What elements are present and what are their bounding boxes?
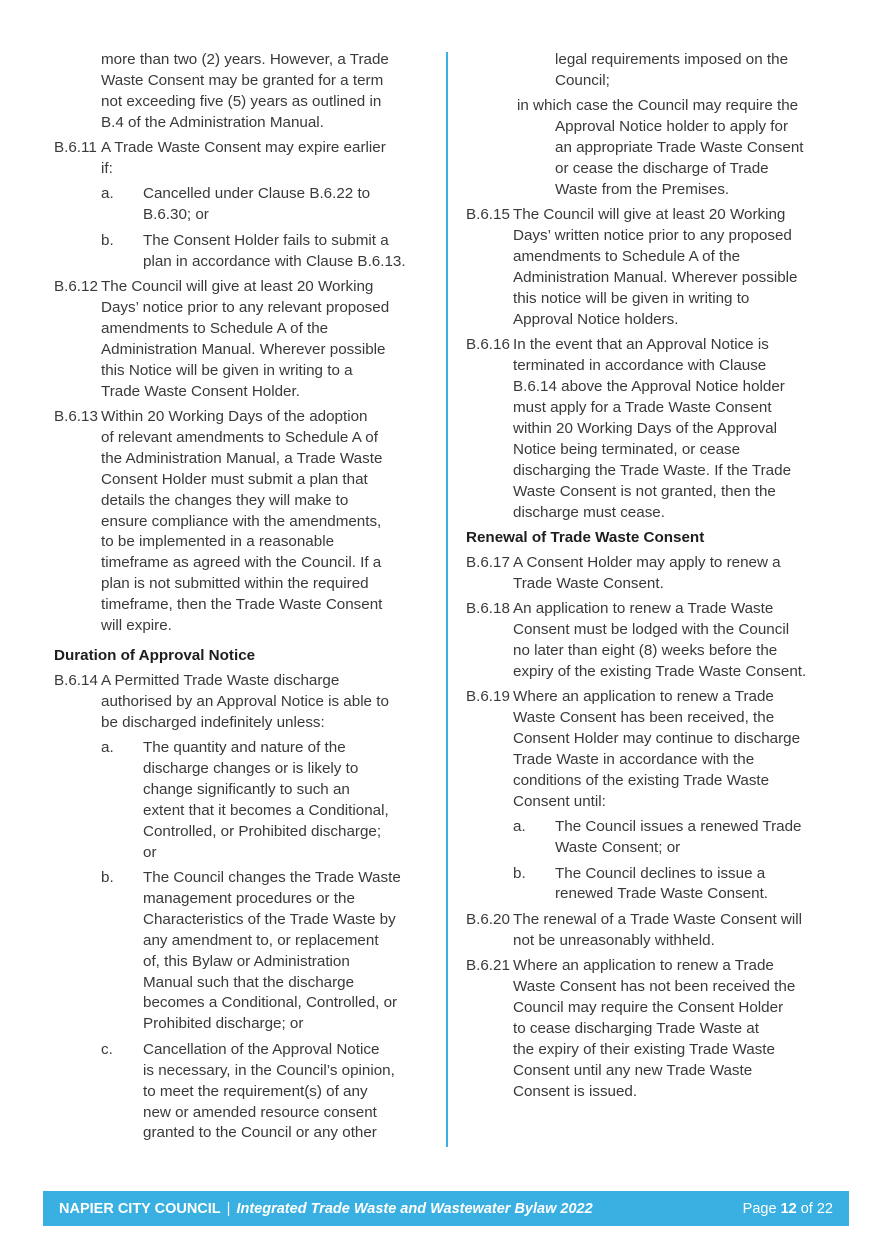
text-line: Where an application to renew a Trade xyxy=(513,688,774,706)
text-line: Administration Manual. Wherever possible xyxy=(513,269,798,287)
text-line: The Consent Holder fails to submit a xyxy=(143,231,389,249)
clause-number: B.6.19 xyxy=(466,688,510,706)
item-letter: b. xyxy=(513,864,526,882)
footer-document-title: Integrated Trade Waste and Wastewater Bylaw 2022 xyxy=(236,1200,593,1217)
item-letter: b. xyxy=(101,231,114,249)
text-line: plan is not submitted within the required xyxy=(101,575,369,593)
text-line: granted to the Council or any other xyxy=(143,1124,377,1142)
item-letter: b. xyxy=(101,869,114,887)
text-line: be discharged indefinitely unless: xyxy=(101,713,325,731)
clause-b614-item-c xyxy=(101,1040,428,1145)
text-line: details the changes they will make to xyxy=(101,491,349,509)
text-line: Manual such that the discharge xyxy=(143,973,355,991)
clause-b614-item-a xyxy=(101,738,428,863)
text-line: becomes a Conditional, Controlled, or xyxy=(143,994,398,1012)
clause-number: B.6.15 xyxy=(466,206,510,224)
clause-b615 xyxy=(466,205,838,330)
text-line: Cancellation of the Approval Notice xyxy=(143,1040,380,1058)
text-line: Council; xyxy=(555,71,610,89)
text-line: conditions of the existing Trade Waste xyxy=(513,771,770,789)
text-line: Controlled, or Prohibited discharge; xyxy=(143,822,382,840)
text-line: The Council will give at least 20 Working xyxy=(513,206,786,224)
text-line: in which case the Council may require the xyxy=(517,97,799,115)
clause-number: B.6.18 xyxy=(466,600,510,618)
text-line: new or amended resource consent xyxy=(143,1103,377,1121)
text-line: timeframe as agreed with the Council. If a xyxy=(101,554,382,572)
section-heading-duration: Duration of Approval Notice xyxy=(54,646,256,664)
text-line: The Council declines to issue a xyxy=(555,864,766,882)
item-letter: a. xyxy=(513,818,526,836)
text-line: Waste Consent is not granted, then the xyxy=(513,482,776,500)
text-line: Approval Notice holders. xyxy=(513,310,679,328)
text-line: this notice will be given in writing to xyxy=(513,289,750,307)
text-line: management procedures or the xyxy=(143,889,355,907)
text-line: no later than eight (8) weeks before the xyxy=(513,641,778,659)
footer-page-indicator xyxy=(743,1201,833,1217)
text-line: or cease the discharge of Trade xyxy=(555,160,769,178)
text-line: an appropriate Trade Waste Consent xyxy=(555,139,804,157)
text-line: Days’ written notice prior to any proposed xyxy=(513,227,792,245)
text-line: The quantity and nature of the xyxy=(143,739,346,757)
text-line: The renewal of a Trade Waste Consent will xyxy=(513,910,802,928)
text-line: discharging the Trade Waste. If the Trade xyxy=(513,461,792,479)
clause-number: B.6.14 xyxy=(54,671,98,689)
text-line: plan in accordance with Clause B.6.13. xyxy=(143,252,406,270)
text-line: The Council issues a renewed Trade xyxy=(555,818,802,836)
text-line: amendments to Schedule A of the xyxy=(101,319,329,337)
clause-number: B.6.16 xyxy=(466,336,510,354)
clause-b611 xyxy=(54,138,428,180)
text-line: The Council changes the Trade Waste xyxy=(143,869,401,887)
text-line: or xyxy=(143,843,157,861)
clause-number: B.6.13 xyxy=(54,408,98,425)
text-line: to be implemented in a reasonable xyxy=(101,533,335,551)
text-line: the Administration Manual, a Trade Waste xyxy=(101,449,383,467)
text-line: change significantly to such an xyxy=(143,780,350,798)
text-line: renewed Trade Waste Consent. xyxy=(555,885,769,903)
clause-number: B.6.12 xyxy=(54,278,98,296)
page-total: 22 xyxy=(816,1200,833,1217)
footer-separator: | xyxy=(226,1200,231,1217)
text-line: the expiry of their existing Trade Waste xyxy=(513,1040,775,1058)
clause-b621 xyxy=(466,956,838,1102)
clause-b613 xyxy=(54,407,428,637)
clause-b617 xyxy=(466,553,838,595)
text-line: Approval Notice holder to apply for xyxy=(555,118,789,136)
text-line: Consent must be lodged with the Council xyxy=(513,621,790,639)
left-column xyxy=(54,50,428,1149)
page-prefix: Page xyxy=(742,1200,777,1217)
text-line: discharge must cease. xyxy=(513,503,665,521)
clause-b614-item-b xyxy=(101,868,428,1035)
text-line: discharge changes or is likely to xyxy=(143,760,359,777)
text-line: not be unreasonably withheld. xyxy=(513,931,715,949)
text-line: In the event that an Approval Notice is xyxy=(513,336,769,354)
text-line: Notice being terminated, or cease xyxy=(513,440,741,458)
text-line: Prohibited discharge; or xyxy=(143,1015,304,1033)
text-line: Waste from the Premises. xyxy=(555,180,730,198)
text-line: to cease discharging Trade Waste at xyxy=(513,1019,759,1037)
text-line: Where an application to renew a Trade xyxy=(513,957,774,975)
clause-b618 xyxy=(466,599,838,683)
text-line: expiry of the existing Trade Waste Consent. xyxy=(513,662,807,680)
text-line: B.6.14 above the Approval Notice holder xyxy=(513,378,785,396)
text-line: Days’ notice prior to any relevant proposed xyxy=(101,298,390,316)
text-line: legal requirements imposed on the xyxy=(555,51,789,68)
text-line: any amendment to, or replacement xyxy=(143,931,379,949)
clause-b611-item-b xyxy=(101,231,428,273)
clause-b619-item-b xyxy=(513,864,838,906)
footer-org-name: NAPIER CITY COUNCIL xyxy=(59,1200,221,1217)
clause-number: B.6.17 xyxy=(466,553,510,571)
text-line: Consent is issued. xyxy=(513,1082,638,1100)
text-line: Within 20 Working Days of the adoption xyxy=(101,408,368,425)
text-line: if: xyxy=(101,160,113,178)
text-line: B.4 of the Administration Manual. xyxy=(101,113,324,131)
text-line: The Council will give at least 20 Working xyxy=(101,278,374,296)
text-line: this Notice will be given in writing to a xyxy=(101,361,353,379)
text-line: amendments to Schedule A of the xyxy=(513,248,741,266)
text-line: Characteristics of the Trade Waste by xyxy=(143,910,396,928)
text-line: within 20 Working Days of the Approval xyxy=(513,419,777,437)
text-line: will expire. xyxy=(101,617,172,635)
clause-b619 xyxy=(466,687,838,812)
clause-b616 xyxy=(466,335,838,523)
text-line: A Permitted Trade Waste discharge xyxy=(101,671,340,689)
text-line: terminated in accordance with Clause xyxy=(513,357,767,375)
column-divider xyxy=(446,52,448,1147)
text-line: A Trade Waste Consent may expire earlier xyxy=(101,139,386,157)
clause-b614 xyxy=(54,671,428,734)
text-line: Trade Waste in accordance with the xyxy=(513,751,755,768)
text-line: Consent Holder may continue to discharge xyxy=(513,730,801,748)
text-line: timeframe, then the Trade Waste Consent xyxy=(101,596,383,614)
text-line: of, this Bylaw or Administration xyxy=(143,952,350,970)
text-line: Cancelled under Clause B.6.22 to xyxy=(143,185,371,203)
which-case-paragraph xyxy=(466,96,838,201)
text-line: B.6.30; or xyxy=(143,206,209,224)
text-line: Administration Manual. Wherever possible xyxy=(101,340,386,358)
text-line: to meet the requirement(s) of any xyxy=(143,1082,368,1100)
text-line: authorised by an Approval Notice is able to xyxy=(101,692,389,710)
text-line: extent that it becomes a Conditional, xyxy=(143,801,389,819)
clause-b612 xyxy=(54,277,428,402)
page-number: 12 xyxy=(780,1200,797,1217)
item-letter: a. xyxy=(101,739,114,757)
page-footer xyxy=(43,1191,849,1226)
clause-number: B.6.21 xyxy=(466,957,510,975)
clause-b619-item-a xyxy=(513,817,838,859)
text-line: Waste Consent; or xyxy=(555,839,681,857)
text-line: Consent until any new Trade Waste xyxy=(513,1061,753,1079)
text-line: A Consent Holder may apply to renew a xyxy=(513,553,781,571)
item-letter: c. xyxy=(101,1040,113,1058)
item-letter: a. xyxy=(101,185,114,203)
text-line: ensure compliance with the amendments, xyxy=(101,512,382,530)
right-column xyxy=(466,50,838,1107)
text-line: Waste Consent has been received, the xyxy=(513,709,775,727)
text-line: Trade Waste Consent Holder. xyxy=(101,382,300,400)
text-line: An application to renew a Trade Waste xyxy=(513,600,774,618)
clause-number: B.6.20 xyxy=(466,910,510,928)
text-line: of relevant amendments to Schedule A of xyxy=(101,428,378,446)
text-line: Council may require the Consent Holder xyxy=(513,998,784,1016)
text-line: Waste Consent may be granted for a term xyxy=(101,71,384,89)
section-heading-renewal: Renewal of Trade Waste Consent xyxy=(466,528,705,546)
text-line: is necessary, in the Council’s opinion, xyxy=(143,1061,395,1079)
page-of: of xyxy=(800,1200,813,1217)
continued-paragraph xyxy=(54,50,428,134)
clause-b620 xyxy=(466,910,838,952)
text-line: more than two (2) years. However, a Trade xyxy=(101,51,389,68)
text-line: not exceeding five (5) years as outlined in xyxy=(101,92,382,110)
text-line: Consent Holder must submit a plan that xyxy=(101,470,368,488)
continued-item xyxy=(466,50,838,92)
text-line: must apply for a Trade Waste Consent xyxy=(513,399,772,416)
clause-b611-item-a xyxy=(101,184,428,226)
clause-number: B.6.11 xyxy=(54,139,97,157)
text-line: Trade Waste Consent. xyxy=(513,574,664,592)
text-line: Waste Consent has not been received the xyxy=(513,978,796,996)
text-line: Consent until: xyxy=(513,792,606,810)
